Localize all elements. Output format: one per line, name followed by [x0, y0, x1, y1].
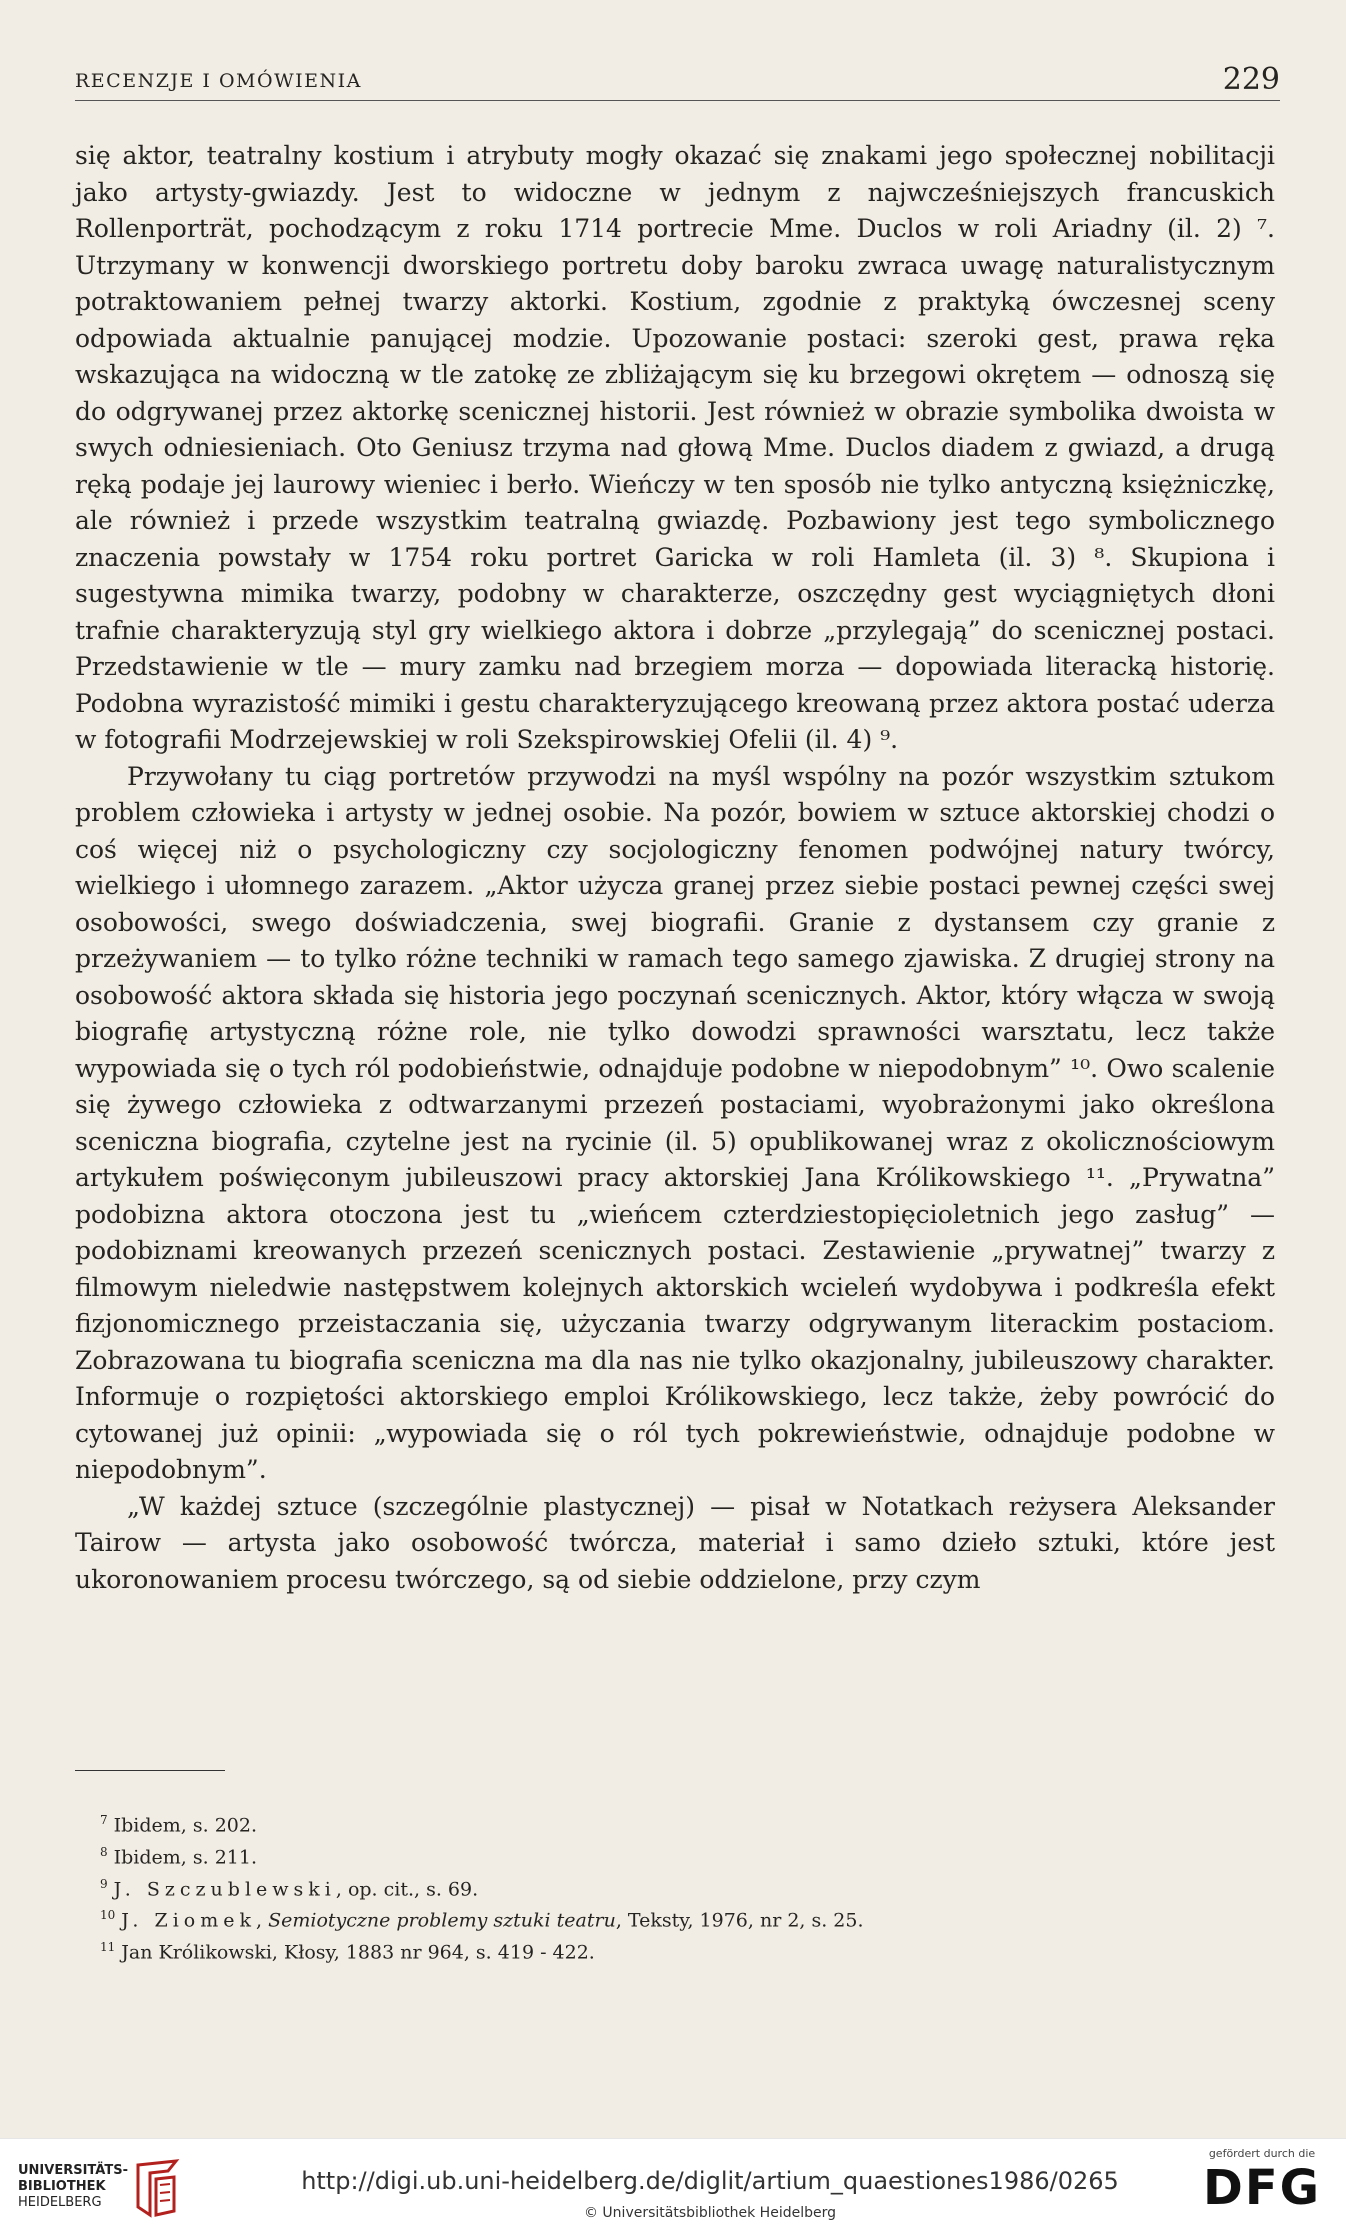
footnote-number: 8 [100, 1844, 108, 1859]
section-title: RECENZJE I OMÓWIENIA [75, 70, 362, 92]
footnote-text: Jan Królikowski, Kłosy, 1883 nr 964, s. 419 - 422. [121, 1941, 595, 1964]
sponsor-name: DFG [1202, 2160, 1322, 2216]
permalink-url[interactable]: http://digi.ub.uni-heidelberg.de/diglit/artium_quaestiones1986/0265 [301, 2167, 1119, 2195]
footnote-author: J. Ziomek [121, 1909, 256, 1932]
footnote-8 [100, 1839, 1250, 1871]
footnotes [100, 1807, 1250, 1966]
footnote-number: 7 [100, 1813, 108, 1827]
footnote-author: J. Szczublewski [113, 1877, 336, 1900]
footnote-10: $^{10}$ J. Ziomek, Semiotyczne problemy sztuki teatru, Teksty, 1976, nr 2, s. 25. [100, 1908, 864, 1932]
footnote-rule [75, 1770, 225, 1771]
footnote-9 [100, 1871, 1250, 1903]
footnote-title: Semiotyczne problemy sztuki teatru [268, 1909, 616, 1932]
paragraph-2: Przywołany tu ciąg portretów przywodzi na myśl wspólny na pozór wszystkim sztukom problem człowieka i artysty w jednej osobie. Na pozór, bowiem w sztuce aktorskiej chodzi o coś więcej niż o psychologiczny czy socjologiczny fenomen podwójnej natury twórcy, wielkiego i ułomnego zarazem. „Aktor użycza granej przez siebie postaci pewnej części swej osobowości, swego doświadczenia, swej biografii. Granie z dystansem czy granie z przeżywaniem — to tylko różne techniki w ramach tego samego zjawiska. Z drugiej strony na osobowość aktora składa się historia jego poczynań scenicznych. Aktor, który włącza w swoją biografię artystyczną różne role, nie tylko dowodzi sprawności warsztatu, lecz także wypowiada się o tych ról podobieństwie, odnajduje podobne w niepodobnym” ¹⁰. Owo scalenie się żywego człowieka z odtwarzanymi przezeń postaciami, wyobrażonymi jako określona sceniczna biografia, czytelne jest na rycinie (il. 5) opublikowanej wraz z okolicznościowym artykułem poświęconym jubileuszowi pracy aktorskiej Jana Królikowskiego ¹¹. „Prywatna” podobizna aktora otoczona jest tu „wieńcem czterdziestopięcioletnich jego zasług” — podobiznami kreowanych przezeń scenicznych postaci. Zestawienie „prywatnej” twarzy z filmowym nieledwie następstwem kolejnych aktorskich wcieleń wydobywa i podkreśla efekt fizjonomicznego przeistaczania się, użyczania twarzy odgrywanym literackim postaciom. Zobrazowana tu biografia sceniczna ma dla nas nie tylko okazjonalny, jubileuszowy charakter. Informuje o rozpiętości aktorskiego emploi Królikowskiego, lecz także, żeby powrócić do cytowanej już opinii: „wypowiada się o ról tych pokrewieństwie, odnajduje podobne w niepodobnym”. [75, 761, 1275, 1484]
copyright-notice: © Universitätsbibliothek Heidelberg [583, 2205, 836, 2221]
footnote-text: , Teksty, 1976, nr 2, s. 25. [615, 1909, 864, 1932]
library-name-line-3: HEIDELBERG [18, 2195, 102, 2210]
footnote-7 [100, 1807, 1250, 1839]
footnote-number: 11 [100, 1940, 116, 1955]
dfg-sponsor-logo[interactable] [1192, 2147, 1332, 2231]
running-head [75, 62, 1280, 102]
paragraph-1: się aktor, teatralny kostium i atrybuty mogły okazać się znakami jego społecznej nobilitacji jako artysty-gwiazdy. Jest to widoczne w jednym z najwcześniejszych francuskich Rollenporträt, pochodzącym z roku 1714 portrecie Mme. Duclos w roli Ariadny (il. 2) ⁷. Utrzymany w konwencji dworskiego portretu doby baroku zwraca uwagę naturalistycznym potraktowaniem pełnej twarzy aktorki. Kostium, zgodnie z praktyką ówczesnej sceny odpowiada aktualnie panującej modzie. Upozowanie postaci: szeroki gest, prawa ręka wskazująca na widoczną w tle zatokę ze zbliżającym się ku brzegowi okrętem — odnoszą się do odgrywanej przez aktorkę scenicznej historii. Jest również w obrazie symbolika dwoista w swych odniesieniach. Oto Geniusz trzyma nad głową Mme. Duclos diadem z gwiazd, a drugą ręką podaje jej laurowy wieniec i berło. Wieńczy w ten sposób nie tylko antyczną księżniczkę, ale również i przede wszystkim teatralną gwiazdę. Pozbawiony jest tego symbolicznego znaczenia powstały w 1754 roku portret Garicka w roli Hamleta (il. 3) ⁸. Skupiona i sugestywna mimika twarzy, podobny w charakterze, oszczędny gest wyciągniętych dłoni trafnie charakteryzują styl gry wielkiego aktora i dobrze „przylegają” do scenicznej postaci. Przedstawienie w tle — mury zamku nad brzegiem morza — dopowiada literacką historię. Podobna wyrazistość mimiki i gestu charakteryzującego kreowaną przez aktora postać uderza w fotografii Modrzejewskiej w roli Szekspirowskiej Ofelii (il. 4) ⁹. [75, 141, 1275, 754]
library-name-line-2: BIBLIOTHEK [18, 2179, 106, 2194]
header-rule [75, 100, 1280, 101]
footnote-text: Ibidem, s. 202. [113, 1814, 258, 1837]
page-number: 229 [1222, 62, 1280, 97]
footnote-11 [100, 1934, 1250, 1966]
viewer-footer [0, 2138, 1346, 2235]
library-name-line-1: UNIVERSITÄTS- [18, 2163, 128, 2178]
library-emblem-icon [128, 2157, 186, 2219]
sponsor-label: gefördert durch die [1208, 2147, 1316, 2160]
footnote-text: Ibidem, s. 211. [113, 1846, 258, 1869]
paragraph-3: „W każdej sztuce (szczególnie plastycznej) — pisał w Notatkach reżysera Aleksander Tairow — artysta jako osobowość twórcza, materiał i samo dzieło sztuki, które jest ukoronowaniem procesu twórczego, są od siebie oddzielone, przy czym [75, 1491, 1275, 1594]
footnote-text: , op. cit., s. 69. [335, 1877, 479, 1900]
footnote-number: 9 [100, 1876, 108, 1891]
footnote-number: 10 [100, 1908, 116, 1923]
body-text [75, 138, 1275, 1598]
